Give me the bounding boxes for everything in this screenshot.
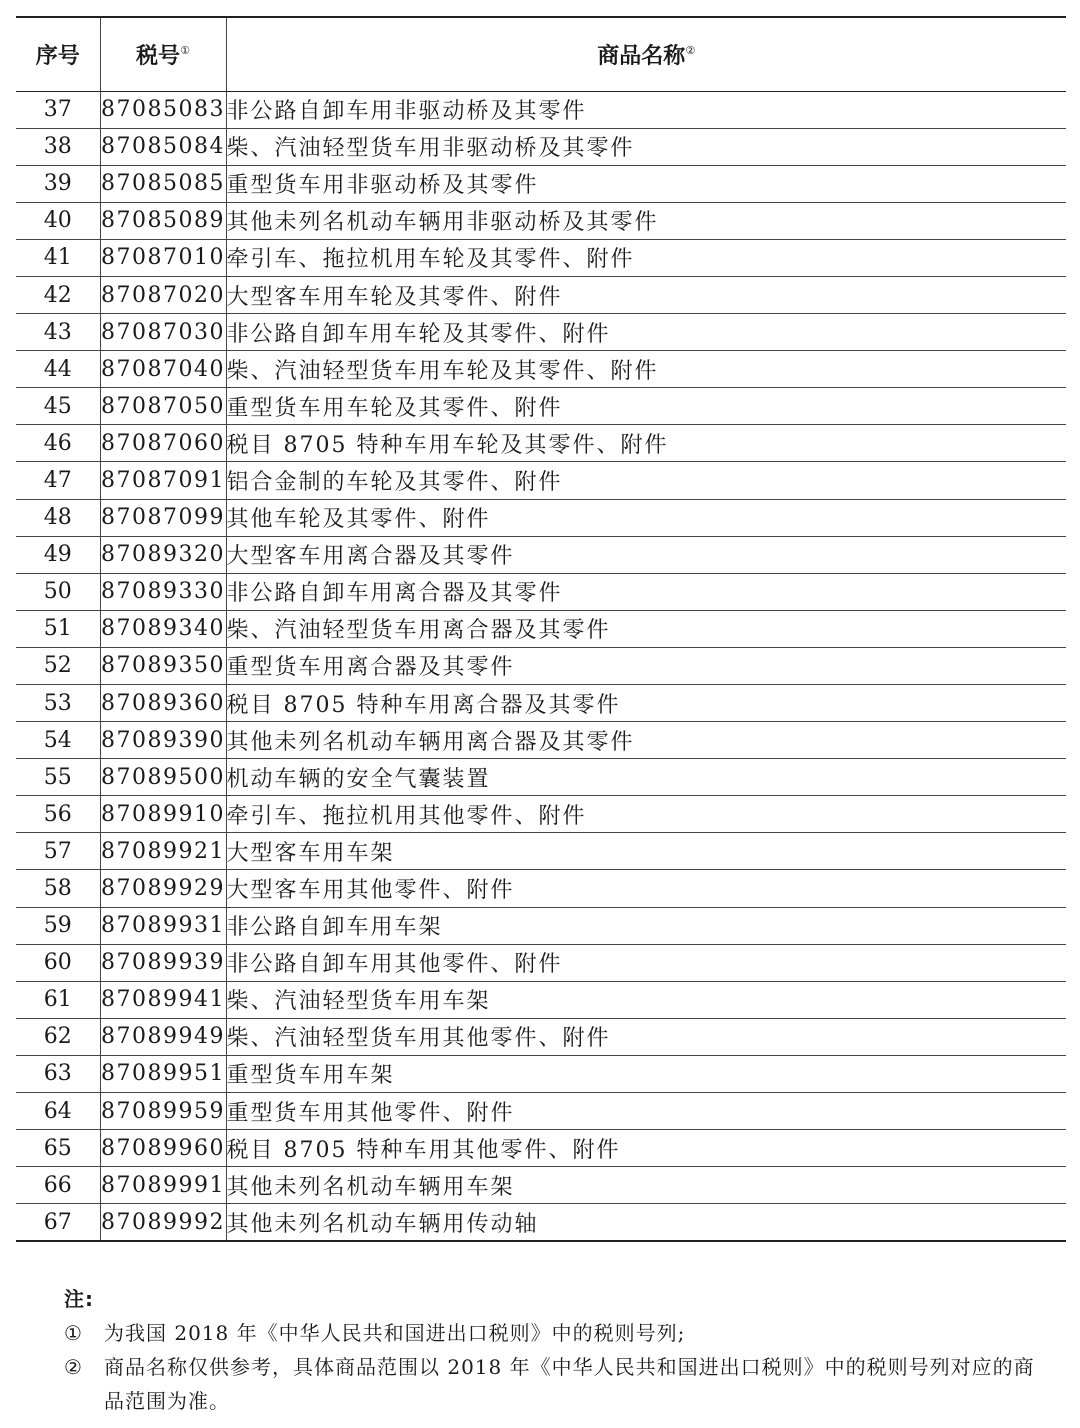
cell-code: 87089500 (100, 759, 226, 796)
table-row (16, 722, 1066, 759)
cell-code: 87087030 (100, 314, 226, 351)
cell-code: 87087060 (100, 425, 226, 462)
cell-name: 重型货车用车架 (226, 1055, 1066, 1092)
header-name (226, 17, 1066, 91)
cell-code: 87089910 (100, 796, 226, 833)
cell-code: 87085084 (100, 128, 226, 165)
table-row (16, 981, 1066, 1018)
cell-code: 87089992 (100, 1204, 226, 1241)
table-body (16, 91, 1066, 1241)
cell-name: 其他未列名机动车辆用车架 (226, 1167, 1066, 1204)
cell-name: 税目 8705 特种车用车轮及其零件、附件 (226, 425, 1066, 462)
cell-name: 重型货车用离合器及其零件 (226, 647, 1066, 684)
cell-name: 非公路自卸车用离合器及其零件 (226, 573, 1066, 610)
table-row (16, 647, 1066, 684)
table-row (16, 425, 1066, 462)
table-row (16, 165, 1066, 202)
cell-seq: 63 (16, 1055, 100, 1092)
cell-name: 其他未列名机动车辆用非驱动桥及其零件 (226, 202, 1066, 239)
cell-code: 87089951 (100, 1055, 226, 1092)
cell-seq: 40 (16, 202, 100, 239)
cell-seq: 53 (16, 685, 100, 722)
cell-seq: 58 (16, 870, 100, 907)
cell-name: 大型客车用离合器及其零件 (226, 536, 1066, 573)
header-name-label: 商品名称 (597, 43, 686, 69)
cell-name: 非公路自卸车用车轮及其零件、附件 (226, 314, 1066, 351)
cell-code: 87089360 (100, 685, 226, 722)
table-row (16, 202, 1066, 239)
table-row (16, 1204, 1066, 1241)
cell-code: 87085083 (100, 91, 226, 128)
cell-code: 87087020 (100, 276, 226, 313)
cell-seq: 47 (16, 462, 100, 499)
cell-seq: 67 (16, 1204, 100, 1241)
table-row (16, 1055, 1066, 1092)
table-row (16, 276, 1066, 313)
table-row (16, 1093, 1066, 1130)
cell-code: 87085089 (100, 202, 226, 239)
cell-name: 铝合金制的车轮及其零件、附件 (226, 462, 1066, 499)
table-row (16, 759, 1066, 796)
cell-name: 其他未列名机动车辆用传动轴 (226, 1204, 1066, 1241)
cell-seq: 54 (16, 722, 100, 759)
cell-code: 87087099 (100, 499, 226, 536)
cell-seq: 52 (16, 647, 100, 684)
table-row (16, 388, 1066, 425)
cell-seq: 44 (16, 351, 100, 388)
table-row (16, 610, 1066, 647)
table-row (16, 462, 1066, 499)
cell-code: 87085085 (100, 165, 226, 202)
tariff-table (16, 16, 1066, 1242)
header-code-label: 税号 (136, 43, 181, 69)
table-row (16, 870, 1066, 907)
cell-seq: 51 (16, 610, 100, 647)
table-row (16, 536, 1066, 573)
cell-seq: 45 (16, 388, 100, 425)
header-seq-label: 序号 (35, 43, 80, 69)
cell-name: 非公路自卸车用车架 (226, 907, 1066, 944)
cell-seq: 46 (16, 425, 100, 462)
cell-name: 柴、汽油轻型货车用其他零件、附件 (226, 1018, 1066, 1055)
table-row (16, 1167, 1066, 1204)
cell-seq: 60 (16, 944, 100, 981)
cell-name: 税目 8705 特种车用离合器及其零件 (226, 685, 1066, 722)
note-item (64, 1316, 1044, 1350)
cell-name: 非公路自卸车用其他零件、附件 (226, 944, 1066, 981)
cell-code: 87087091 (100, 462, 226, 499)
cell-name: 其他车轮及其零件、附件 (226, 499, 1066, 536)
cell-seq: 57 (16, 833, 100, 870)
table-row (16, 351, 1066, 388)
notes-list (64, 1316, 1044, 1418)
cell-seq: 37 (16, 91, 100, 128)
header-seq (16, 17, 100, 91)
table-row (16, 239, 1066, 276)
cell-name: 税目 8705 特种车用其他零件、附件 (226, 1130, 1066, 1167)
cell-seq: 43 (16, 314, 100, 351)
cell-name: 柴、汽油轻型货车用车轮及其零件、附件 (226, 351, 1066, 388)
cell-code: 87089991 (100, 1167, 226, 1204)
cell-name: 柴、汽油轻型货车用非驱动桥及其零件 (226, 128, 1066, 165)
cell-code: 87089340 (100, 610, 226, 647)
cell-code: 87089939 (100, 944, 226, 981)
cell-name: 柴、汽油轻型货车用车架 (226, 981, 1066, 1018)
table-row (16, 314, 1066, 351)
table-row (16, 944, 1066, 981)
table-row (16, 573, 1066, 610)
cell-code: 87089929 (100, 870, 226, 907)
cell-code: 87089350 (100, 647, 226, 684)
cell-seq: 48 (16, 499, 100, 536)
cell-seq: 39 (16, 165, 100, 202)
cell-code: 87089390 (100, 722, 226, 759)
cell-code: 87089941 (100, 981, 226, 1018)
table-row (16, 907, 1066, 944)
cell-seq: 62 (16, 1018, 100, 1055)
cell-name: 重型货车用其他零件、附件 (226, 1093, 1066, 1130)
note-text: 商品名称仅供参考，具体商品范围以 2018 年《中华人民共和国进出口税则》中的税则号列对应的商品范围为准。 (104, 1355, 1035, 1413)
cell-code: 87089949 (100, 1018, 226, 1055)
cell-seq: 55 (16, 759, 100, 796)
header-code (100, 17, 226, 91)
cell-seq: 42 (16, 276, 100, 313)
cell-code: 87089931 (100, 907, 226, 944)
table-row (16, 833, 1066, 870)
cell-seq: 66 (16, 1167, 100, 1204)
cell-code: 87089921 (100, 833, 226, 870)
cell-name: 牵引车、拖拉机用其他零件、附件 (226, 796, 1066, 833)
table-row (16, 1018, 1066, 1055)
table-row (16, 796, 1066, 833)
cell-name: 重型货车用车轮及其零件、附件 (226, 388, 1066, 425)
cell-seq: 64 (16, 1093, 100, 1130)
cell-seq: 49 (16, 536, 100, 573)
cell-name: 重型货车用非驱动桥及其零件 (226, 165, 1066, 202)
cell-name: 非公路自卸车用非驱动桥及其零件 (226, 91, 1066, 128)
footnote-mark-2: ② (685, 43, 696, 57)
cell-name: 大型客车用车轮及其零件、附件 (226, 276, 1066, 313)
cell-name: 柴、汽油轻型货车用离合器及其零件 (226, 610, 1066, 647)
table-row (16, 1130, 1066, 1167)
cell-code: 87089320 (100, 536, 226, 573)
cell-code: 87087050 (100, 388, 226, 425)
cell-name: 大型客车用其他零件、附件 (226, 870, 1066, 907)
cell-seq: 41 (16, 239, 100, 276)
cell-seq: 38 (16, 128, 100, 165)
table-row (16, 128, 1066, 165)
table-header-row (16, 17, 1066, 91)
notes-section (64, 1282, 1044, 1418)
cell-seq: 59 (16, 907, 100, 944)
table-row (16, 499, 1066, 536)
cell-seq: 50 (16, 573, 100, 610)
notes-title: 注: (64, 1287, 94, 1311)
footnote-mark-1: ① (180, 43, 190, 57)
cell-seq: 61 (16, 981, 100, 1018)
note-text: 为我国 2018 年《中华人民共和国进出口税则》中的税则号列; (104, 1321, 686, 1345)
table-row (16, 91, 1066, 128)
table-row (16, 685, 1066, 722)
cell-seq: 65 (16, 1130, 100, 1167)
cell-code: 87089960 (100, 1130, 226, 1167)
cell-seq: 56 (16, 796, 100, 833)
cell-name: 牵引车、拖拉机用车轮及其零件、附件 (226, 239, 1066, 276)
cell-code: 87087010 (100, 239, 226, 276)
note-item (64, 1350, 1044, 1418)
cell-code: 87089959 (100, 1093, 226, 1130)
cell-code: 87089330 (100, 573, 226, 610)
note-mark: ① (64, 1321, 83, 1345)
cell-name: 机动车辆的安全气囊装置 (226, 759, 1066, 796)
cell-name: 其他未列名机动车辆用离合器及其零件 (226, 722, 1066, 759)
note-mark: ② (64, 1355, 83, 1379)
cell-name: 大型客车用车架 (226, 833, 1066, 870)
cell-code: 87087040 (100, 351, 226, 388)
